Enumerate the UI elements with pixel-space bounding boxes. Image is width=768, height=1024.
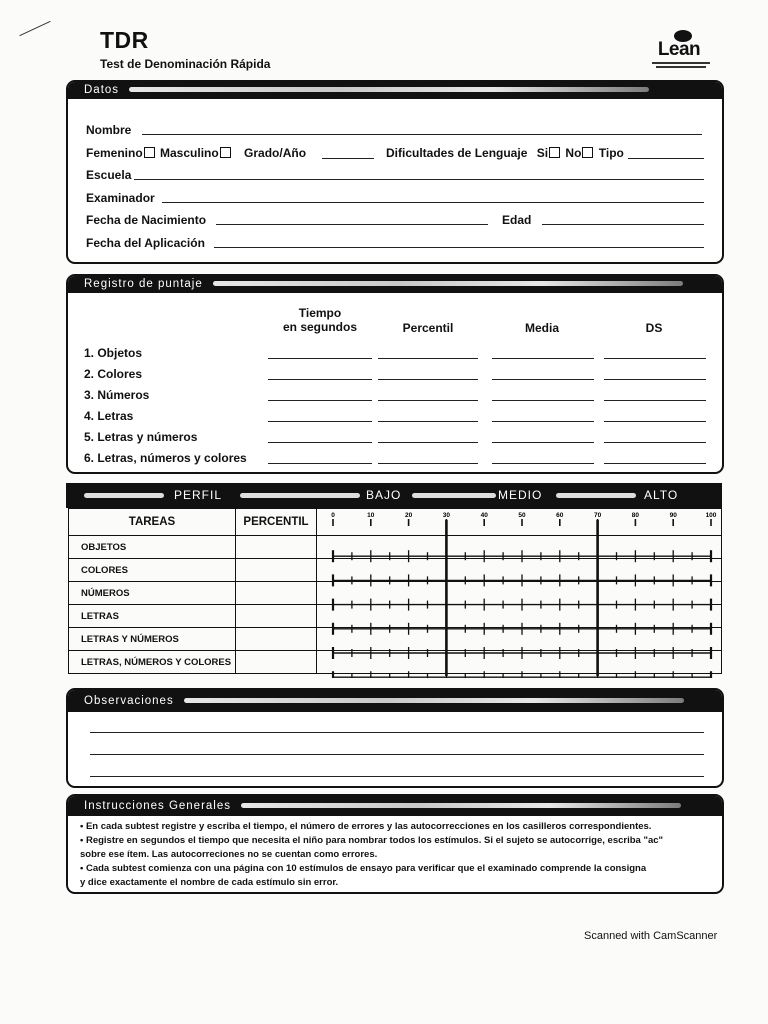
scale-tick-label: 30 <box>442 512 451 519</box>
nombre-field[interactable] <box>142 134 702 135</box>
femenino-checkbox[interactable] <box>144 147 155 158</box>
si-checkbox[interactable] <box>549 147 560 158</box>
item-colores: 2. Colores <box>84 367 143 381</box>
camscanner-watermark: Scanned with CamScanner <box>584 930 718 942</box>
percentil-cell[interactable] <box>236 605 317 628</box>
scale-tick-label: 50 <box>518 512 526 519</box>
escuela-field[interactable] <box>134 179 704 180</box>
logo-tagline <box>652 62 710 64</box>
score-field[interactable] <box>492 379 594 380</box>
logo-text: Lean <box>657 39 701 60</box>
score-field[interactable] <box>378 463 478 464</box>
instruction-line-2: • Registre en segundos el tiempo que necesita el niño para nombrar todos los estímulos. Si el sujeto se autocorrige, escriba "ac" <box>80 835 664 846</box>
instruction-line-4: • Cada subtest comienza con una página con 10 estímulos de ensayo para verificar que el examinado comprende la consigna <box>80 863 647 874</box>
score-field[interactable] <box>378 400 478 401</box>
observaciones-line-1[interactable] <box>90 732 704 733</box>
escuela-label: Escuela <box>86 168 132 182</box>
datos-section <box>66 80 724 264</box>
instruction-line-5: y dice exactamente el nombre de cada estímulo sin error. <box>80 877 339 888</box>
percentil-cell[interactable] <box>236 582 317 605</box>
medio-label: MEDIO <box>498 488 543 502</box>
edad-field[interactable] <box>542 224 704 225</box>
item-objetos: 1. Objetos <box>84 346 143 360</box>
item-numeros: 3. Números <box>84 388 150 402</box>
instruction-line-1: • En cada subtest registre y escriba el tiempo, el número de errores y las autocorrecciones en los casilleros correspondientes. <box>80 821 652 832</box>
scale-tick-label: 40 <box>480 512 488 519</box>
score-field[interactable] <box>492 463 594 464</box>
item-letras-numeros: 5. Letras y números <box>84 430 198 444</box>
lean-logo <box>648 30 710 72</box>
perfil-row-letras-numeros: LETRAS Y NÚMEROS <box>69 628 236 651</box>
observaciones-section <box>66 688 724 788</box>
scale-tick-label: 80 <box>631 512 640 519</box>
scale-tick-label: 60 <box>556 512 564 519</box>
perfil-row-objetos: OBJETOS <box>69 536 236 559</box>
score-field[interactable] <box>604 442 706 443</box>
score-field[interactable] <box>492 400 594 401</box>
tareas-header: TAREAS <box>69 509 236 536</box>
percentil-cell[interactable] <box>236 536 317 559</box>
score-field[interactable] <box>268 358 372 359</box>
scale-tick-label: 70 <box>593 512 602 519</box>
no-checkbox[interactable] <box>582 147 593 158</box>
alto-label: ALTO <box>644 488 679 502</box>
score-field[interactable] <box>604 421 706 422</box>
tipo-field[interactable] <box>628 158 704 159</box>
sexo-grado-row: Femenino Masculino Grado/Año <box>86 146 307 160</box>
scale-tick-label: 0 <box>331 512 335 519</box>
score-field[interactable] <box>268 421 372 422</box>
form-title: TDR <box>100 27 149 53</box>
score-field[interactable] <box>604 358 706 359</box>
observaciones-line-2[interactable] <box>90 754 704 755</box>
scale-tick-label: 10 <box>367 512 375 519</box>
examinador-field[interactable] <box>162 202 704 203</box>
fecha-aplicacion-field[interactable] <box>214 247 704 248</box>
examinador-label: Examinador <box>86 191 155 205</box>
bajo-label: BAJO <box>366 488 402 502</box>
percentil-header: PERCENTIL <box>236 509 317 536</box>
perfil-header <box>66 483 722 508</box>
score-field[interactable] <box>604 400 706 401</box>
observaciones-line-3[interactable] <box>90 776 704 777</box>
observaciones-header: Observaciones <box>68 690 722 712</box>
score-field[interactable] <box>378 421 478 422</box>
masculino-checkbox[interactable] <box>220 147 231 158</box>
score-field[interactable] <box>268 442 372 443</box>
perfil-label: PERFIL <box>174 488 223 502</box>
score-field[interactable] <box>378 442 478 443</box>
dificultades-row: Dificultades de Lenguaje Si No Tipo <box>386 146 624 160</box>
item-letras-numeros-colores: 6. Letras, números y colores <box>84 451 247 465</box>
nombre-label: Nombre <box>86 123 132 137</box>
scale-tick-label: 20 <box>404 512 413 519</box>
col-percentil: Percentil <box>402 321 454 335</box>
perfil-row-colores: COLORES <box>69 559 236 582</box>
score-field[interactable] <box>492 421 594 422</box>
col-ds: DS <box>645 321 663 335</box>
fecha-aplicacion-label: Fecha del Aplicación <box>86 236 205 250</box>
item-letras: 4. Letras <box>84 409 134 423</box>
fecha-nacimiento-field[interactable] <box>216 224 488 225</box>
score-field[interactable] <box>604 463 706 464</box>
score-field[interactable] <box>604 379 706 380</box>
pen-mark <box>19 21 50 36</box>
score-field[interactable] <box>268 379 372 380</box>
registro-header: Registro de puntaje <box>68 276 722 293</box>
perfil-row-letras-numeros-colores: LETRAS, NÚMEROS Y COLORES <box>69 651 236 674</box>
instrucciones-header: Instrucciones Generales <box>68 796 722 816</box>
score-field[interactable] <box>378 379 478 380</box>
perfil-row-numeros: NÚMEROS <box>69 582 236 605</box>
score-field[interactable] <box>492 358 594 359</box>
percentile-scale <box>325 506 720 678</box>
score-field[interactable] <box>268 463 372 464</box>
percentil-cell[interactable] <box>236 628 317 651</box>
score-field[interactable] <box>492 442 594 443</box>
form-subtitle: Test de Denominación Rápida <box>100 57 271 71</box>
grado-field[interactable] <box>322 158 374 159</box>
instrucciones-section <box>66 794 724 894</box>
score-field[interactable] <box>268 400 372 401</box>
scale-tick-label: 100 <box>705 512 717 519</box>
datos-header: Datos <box>68 82 722 99</box>
score-field[interactable] <box>378 358 478 359</box>
fecha-nacimiento-label: Fecha de Nacimiento <box>86 213 207 227</box>
percentil-cell[interactable] <box>236 651 317 674</box>
col-tiempo: Tiempo en segundos <box>282 306 357 334</box>
instruction-line-3: sobre ese ítem. Las autocorreciones no se cuentan como errores. <box>80 849 378 860</box>
col-media: Media <box>524 321 559 335</box>
registro-section <box>66 274 724 474</box>
scale-tick-label: 90 <box>669 512 677 519</box>
perfil-row-letras: LETRAS <box>69 605 236 628</box>
edad-label: Edad <box>502 213 532 227</box>
logo-tagline-2 <box>656 66 706 68</box>
percentil-cell[interactable] <box>236 559 317 582</box>
